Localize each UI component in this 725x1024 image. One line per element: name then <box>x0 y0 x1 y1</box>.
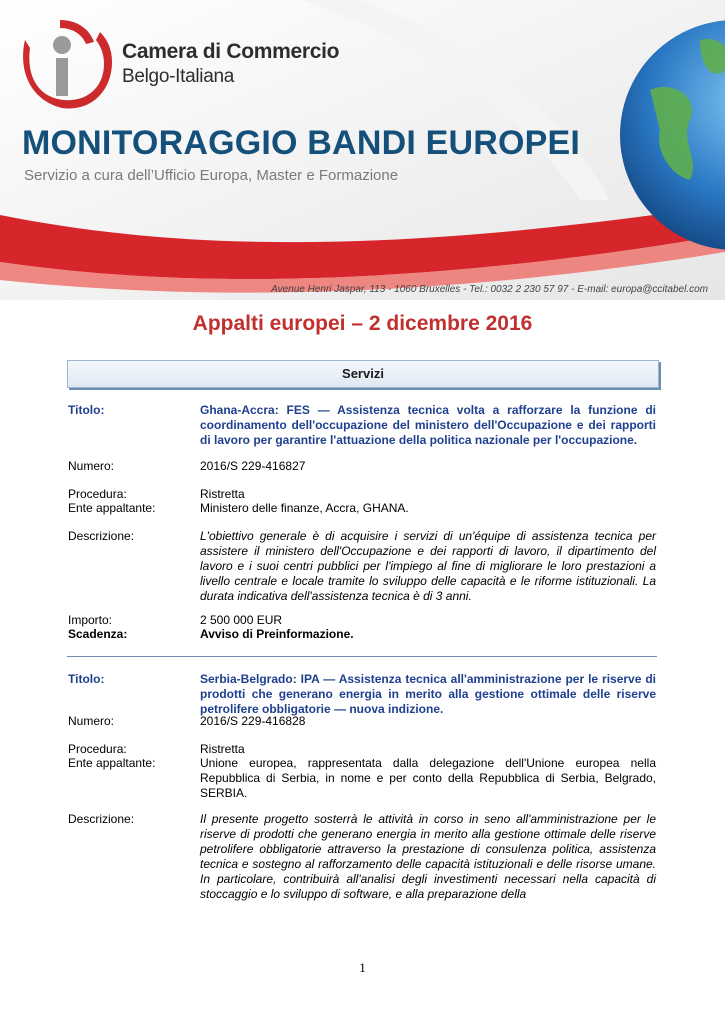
procedure-label: Procedura: <box>68 742 127 756</box>
deadline-label: Scadenza: <box>68 627 128 641</box>
title-label: Titolo: <box>68 672 105 686</box>
entry-contracting-authority: Unione europea, rappresentata dalla delegazione dell'Unione europea nella Repubblica di Serbia, in nome e per conto della Repubblica di Serbia, Belgrado, SERBIA. <box>200 756 656 800</box>
entry-divider <box>67 656 657 657</box>
entry-number: 2016/S 229-416827 <box>200 459 306 473</box>
entry-description: Il presente progetto sosterrà le attività in corso in seno all'amministrazione per le riserve di prodotti che generano energia in merito alla gestione ottimale delle riserve petrolifere obbligatorie attraverso la prestazione di consulenza politica, assistenza tecnica e sostegno al rafforzamento delle capacità istituzionali e delle risorse umane. In particolare, contribuirà all'analisi degli investimenti necessari nella capacità di stoccaggio e lo sviluppo di software, e alla preparazione della <box>200 812 656 901</box>
number-label: Numero: <box>68 714 115 728</box>
entry-title: Serbia-Belgrado: IPA — Assistenza tecnica all'amministrazione per le riserve di prodotti che generano energia in merito alla gestione ottimale delle riserve petrolifere obbligatorie — nuova indizione. <box>200 672 656 716</box>
procedure-label: Procedura: <box>68 487 127 501</box>
page-number: 1 <box>359 960 366 975</box>
banner-subtitle: Servizio a cura dell’Ufficio Europa, Master e Formazione <box>24 167 399 184</box>
header-banner <box>0 0 725 300</box>
section-header: Servizi <box>67 360 659 388</box>
entry-procedure: Ristretta <box>200 742 245 756</box>
description-label: Descrizione: <box>68 529 135 543</box>
entry-deadline: Avviso di Preinformazione. <box>200 627 354 641</box>
entry-description: L'obiettivo generale è di acquisire i servizi di un'équipe di assistenza tecnica per assistere il ministero dell'Occupazione e dei rapporti di lavoro, il dipartimento del lavoro e i suoi centri pubblici per l'impiego al fine di migliorare le loro prestazioni a livello centrale e locale tramite lo sviluppo delle capacità e le riforme istituzionali. La durata indicativa dell'assistenza tecnica è di 3 anni. <box>200 529 656 603</box>
banner-title: MONITORAGGIO BANDI EUROPEI <box>22 124 581 162</box>
contracting-authority-label: Ente appaltante: <box>68 501 156 515</box>
amount-label: Importo: <box>68 613 113 627</box>
org-name: Camera di Commercio <box>122 40 340 63</box>
entry-number: 2016/S 229-416828 <box>200 714 306 728</box>
entry-contracting-authority: Ministero delle finanze, Accra, GHANA. <box>200 501 409 515</box>
title-label: Titolo: <box>68 403 105 417</box>
entry-procedure: Ristretta <box>200 487 245 501</box>
contracting-authority-label: Ente appaltante: <box>68 756 156 770</box>
description-label: Descrizione: <box>68 812 135 826</box>
org-subname: Belgo-Italiana <box>122 66 234 87</box>
contact-address: Avenue Henri Jaspar, 113 - 1060 Bruxelles - Tel.: 0032 2 230 57 97 - E-mail: europa@ccitabel.com <box>271 284 708 295</box>
document-title: Appalti europei – 2 dicembre 2016 <box>192 312 533 335</box>
number-label: Numero: <box>68 459 115 473</box>
entry-amount: 2 500 000 EUR <box>200 613 283 627</box>
entry-title: Ghana-Accra: FES — Assistenza tecnica volta a rafforzare la funzione di coordinamento dell'occupazione del ministero dell'Occupazione e dei rapporti di lavoro per garantire l'attuazione della politica nazionale per l'occupazione. <box>200 403 656 447</box>
